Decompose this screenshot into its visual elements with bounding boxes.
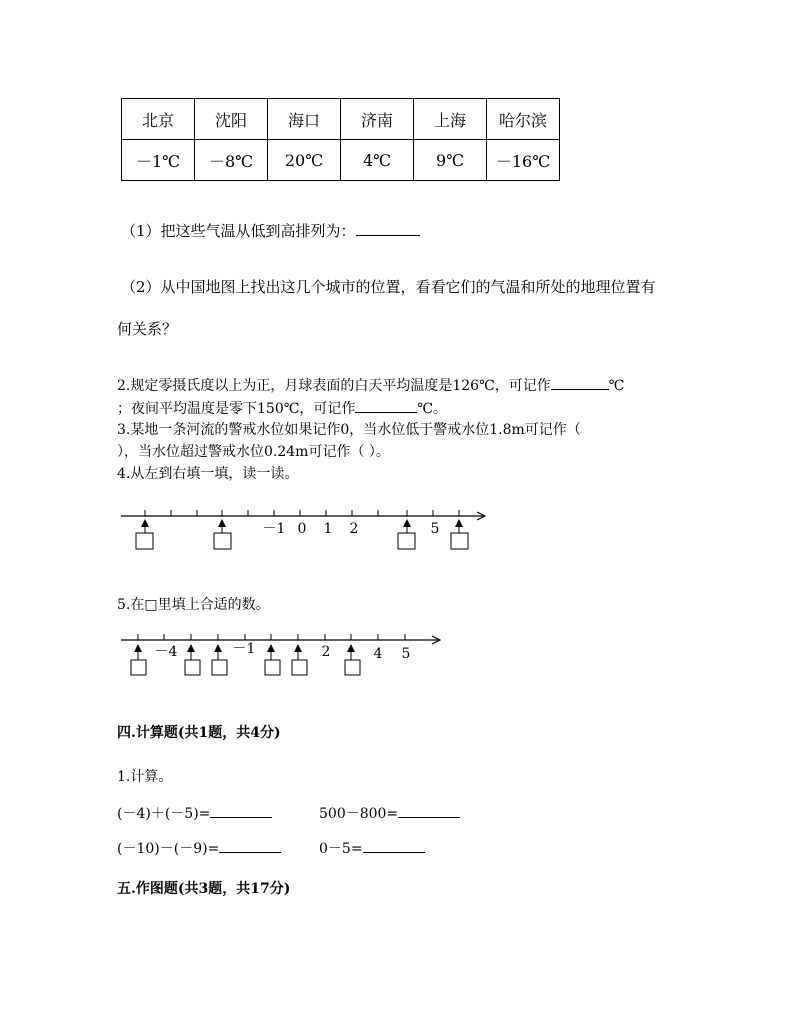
q2-line2-unit: ℃。: [417, 401, 448, 417]
tick-label: －4: [154, 644, 178, 660]
tick-label: 2: [349, 521, 359, 537]
number-line-2: [121, 634, 440, 675]
answer-box[interactable]: [136, 533, 153, 549]
calc-expression: 0－5=: [319, 841, 363, 857]
tick-label: 4: [373, 646, 383, 662]
tick-label: 2: [321, 644, 331, 660]
answer-box[interactable]: [345, 660, 360, 675]
calc-intro: 1.计算。: [117, 769, 173, 785]
temp-cell: －8℃: [195, 140, 268, 181]
tick-label: 0: [297, 521, 307, 537]
answer-blank[interactable]: [210, 803, 272, 818]
answer-blank[interactable]: [398, 803, 460, 818]
section5-heading: 五.作图题(共3题，共17分): [117, 881, 291, 897]
tick-label: 5: [401, 646, 411, 662]
city-cell: 上海: [414, 99, 487, 140]
city-cell: 济南: [341, 99, 414, 140]
answer-blank[interactable]: [219, 838, 281, 853]
city-cell: 哈尔滨: [487, 99, 560, 140]
tick-label: －1: [232, 641, 256, 657]
q1-part2-line2: 何关系？: [117, 320, 178, 338]
answer-box[interactable]: [131, 660, 146, 675]
temp-cell: 4℃: [341, 140, 414, 181]
q2-line1-text: 2.规定零摄氏度以上为正，月球表面的白天平均温度是126℃，可记作: [117, 378, 551, 394]
city-cell: 北京: [122, 99, 195, 140]
q5-prompt: 5.在□里填上合适的数。: [117, 597, 270, 613]
tick-label: 5: [430, 521, 440, 537]
answer-box[interactable]: [212, 660, 227, 675]
city-cell: 海口: [268, 99, 341, 140]
ticks: [138, 634, 405, 640]
calc-c: [117, 838, 281, 858]
q3-line1: 3.某地一条河流的警戒水位如果记作0，当水位低于警戒水位1.8m可记作（: [117, 422, 581, 438]
temp-cell: 20℃: [268, 140, 341, 181]
answer-box[interactable]: [398, 533, 415, 549]
q4-prompt: 4.从左到右填一填，读一读。: [117, 466, 299, 482]
calc-expression: (－10)－(－9)=: [117, 841, 220, 857]
answer-box[interactable]: [265, 660, 280, 675]
tick-label: 1: [323, 521, 333, 537]
temp-cell: －1℃: [122, 140, 195, 181]
section4-heading: 四.计算题(共1题，共4分): [117, 725, 281, 741]
q2-line2-text: ；夜间平均温度是零下150℃，可记作: [117, 401, 356, 417]
q3-line2: ），当水位超过警戒水位0.24m可记作（ ）。: [117, 444, 390, 460]
calc-expression: (－4)＋(－5)=: [117, 806, 211, 822]
q1-part1-text: （1）把这些气温从低到高排列为：: [121, 222, 356, 240]
calc-b: [319, 803, 460, 823]
temp-cell: －16℃: [487, 140, 560, 181]
q1-part2-line1: （2）从中国地图上找出这几个城市的位置，看看它们的气温和所处的地理位置有: [121, 278, 656, 296]
number-line-1: [121, 510, 485, 549]
answer-blank[interactable]: [363, 838, 425, 853]
city-cell: 沈阳: [195, 99, 268, 140]
answer-box[interactable]: [292, 660, 307, 675]
tick-label: －1: [262, 521, 286, 537]
calc-a: [117, 803, 272, 823]
answer-box[interactable]: [214, 533, 231, 549]
calc-d: [319, 838, 425, 858]
temp-cell: 9℃: [414, 140, 487, 181]
q2-line1-unit: ℃: [608, 378, 625, 394]
answer-box[interactable]: [185, 660, 200, 675]
calc-expression: 500－800=: [319, 806, 399, 822]
ticks: [145, 510, 459, 516]
answer-box[interactable]: [451, 533, 468, 549]
